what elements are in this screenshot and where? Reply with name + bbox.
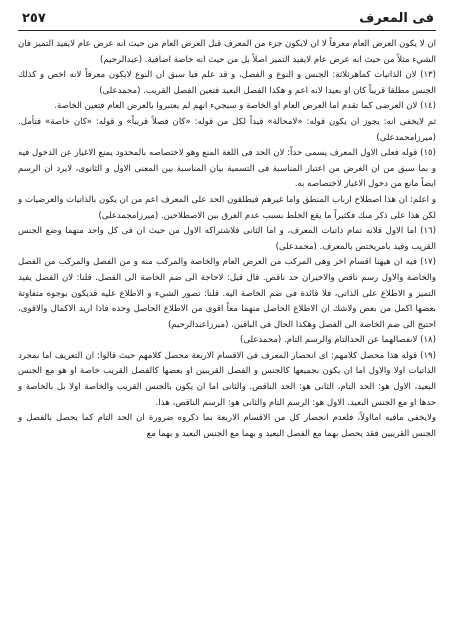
paragraph: (١٩) قوله هذا محصل كلامهم: اى انحصار المعرف فى الاقسام الاربعة محصل كلامهم حيث قالوا: ان التعريف اما بمجرد الذاتيات اولا والاول اما ان يكون بجميعها كالجنس و الفصل القريبين او بعضها كالفصل القريب خاصة او هو مع الجنس البعيد، الاول هو: الحد التام، الثانى هو: الحد الناقص. والثانى اما ان يكون بالجنس القريب والخاصة اولا بل بالخاصة و حدها او مع الجنس البعيد. الاول هو: الرسم التام والثانى هو: الرسم الناقص، هذا. bbox=[18, 350, 436, 408]
paragraph: ولايخفى مافيه امااولاً، فلعدم انحصار كل من الاقسام الاربعة بما ذكروه ضرورة ان الحد التام كما يحصل بالفصل و الجنس القريبين فقد يحصل بهما مع الفصل البعيد و بهما مع الجنس البعيد و بهما مع bbox=[18, 413, 436, 439]
paragraph: و اعلم: ان هذا اصطلاح ارباب المنطق واما غيرهم فيطلقون الحد على المعرف اعم من ان يكون بالذاتيات والعرضيات و لكن هذا على ذكر منك فكثيراً ما يقع الخلط بسبب عدم الفرق بين الاصطلاحين. (ميرزامحمدعلى) bbox=[18, 194, 436, 221]
paragraph: (١٧) فيه ان هيهنا اقسام اخر وهى المركب من العرض العام والخاصة والمركب منه و من الفصل والمركب من الفصل والخاصة والاول رسم ناقص والاخيران حد ناقص. قال قيل: لاحاجة الى ضم الخاصة الى الفصل. قلنا: لان الفصل يفيد التميز و الاطلاع على الذاتى، فلا فائدة فى ضم الخاصة اليه. قلنا: تصور الشيء و الاطلاع عليه قديكون بوجوه متفاوتة بعضها اكمل من بعض ولاشك ان الاطلاع الحاصل منهما معاً اقوى من الاطلاع الحاصل وحده فاذا اريد الاكمال والاقوى، احتيج الى ضم الخاصة الى الفصل وهكذا الحال فى الباقين. (ميرزاعبدالرحيم) bbox=[18, 257, 436, 330]
paragraph: (١٣) لان الذاتيات كماهرثلاثة: الجنس و النوع و الفصل، و قد علم فيا سبق ان النوع لايكون معرفاً لانه اخص و كذلك الجنس مطلقا قريباً كان او بعيدا لانه اعم و هكذا الفصل البعيد فتعين الفصل القريب. (محمدعلى) bbox=[18, 70, 436, 96]
document-page bbox=[18, 10, 436, 636]
paragraph: (١٨) لانفصالهما عن الحدالتام والرسم التام. (محمدعلى) bbox=[240, 335, 436, 346]
paragraph: (١٤) لان العرضى كما تقدم اما العرض العام او الخاصة و سيجيء انهم لم يعتبروا بالعرض العام فتعين الخاصة. bbox=[54, 101, 436, 112]
page-number: ٢٥٧ bbox=[22, 11, 46, 26]
page-header bbox=[18, 10, 436, 31]
paragraph: (١٥) قوله فعلى الاول المعرف يسمى حداً: لان الحد فى اللغة المنع وهو لاختصاصه بالمحدود يمنع الاغيار عن الدخول فيه و بما سبق من ان الغرض من اعتبار المناسبة فى التسمية بيان المناسبة بين المعنى الاول و الثانوى، لايرد ان الرسم ايضاً مانع من دخول الاغيار لاختصاصه به. bbox=[18, 148, 436, 190]
running-head-title: فى المعرف bbox=[359, 11, 434, 26]
paragraph: (١٦) اما الاول فلانه تمام ذاتيات المعرف، و اما الثانى فلاشتراكه الاول من حيث ان فى كل واحد منهما وضع الجنس القريب وقيد بامريختص بالمعرف. (محمدعلى) bbox=[18, 226, 436, 252]
body-text bbox=[18, 37, 436, 442]
paragraph: ثم لايخفى انه: يجوز ان يكون قوله: «لامحالة» قيداً لكل من قوله: «كان فصلاً قريباً» و قوله: «كان خاصة» فتأمل. (ميرزامحمدعلى) bbox=[18, 116, 436, 143]
paragraph: ان لا يكون العرض العام معرفاً لا ان لايكون جزء من المعرف قبل العرض العام من حيث انه عرض عام لايفيد التميز فان الشيء مثلاً من حيث انه عرض عام لايفيد التميز اصلاً بل من حيث انه خاصة اضافية. (عبدالرحيم) bbox=[18, 39, 436, 65]
